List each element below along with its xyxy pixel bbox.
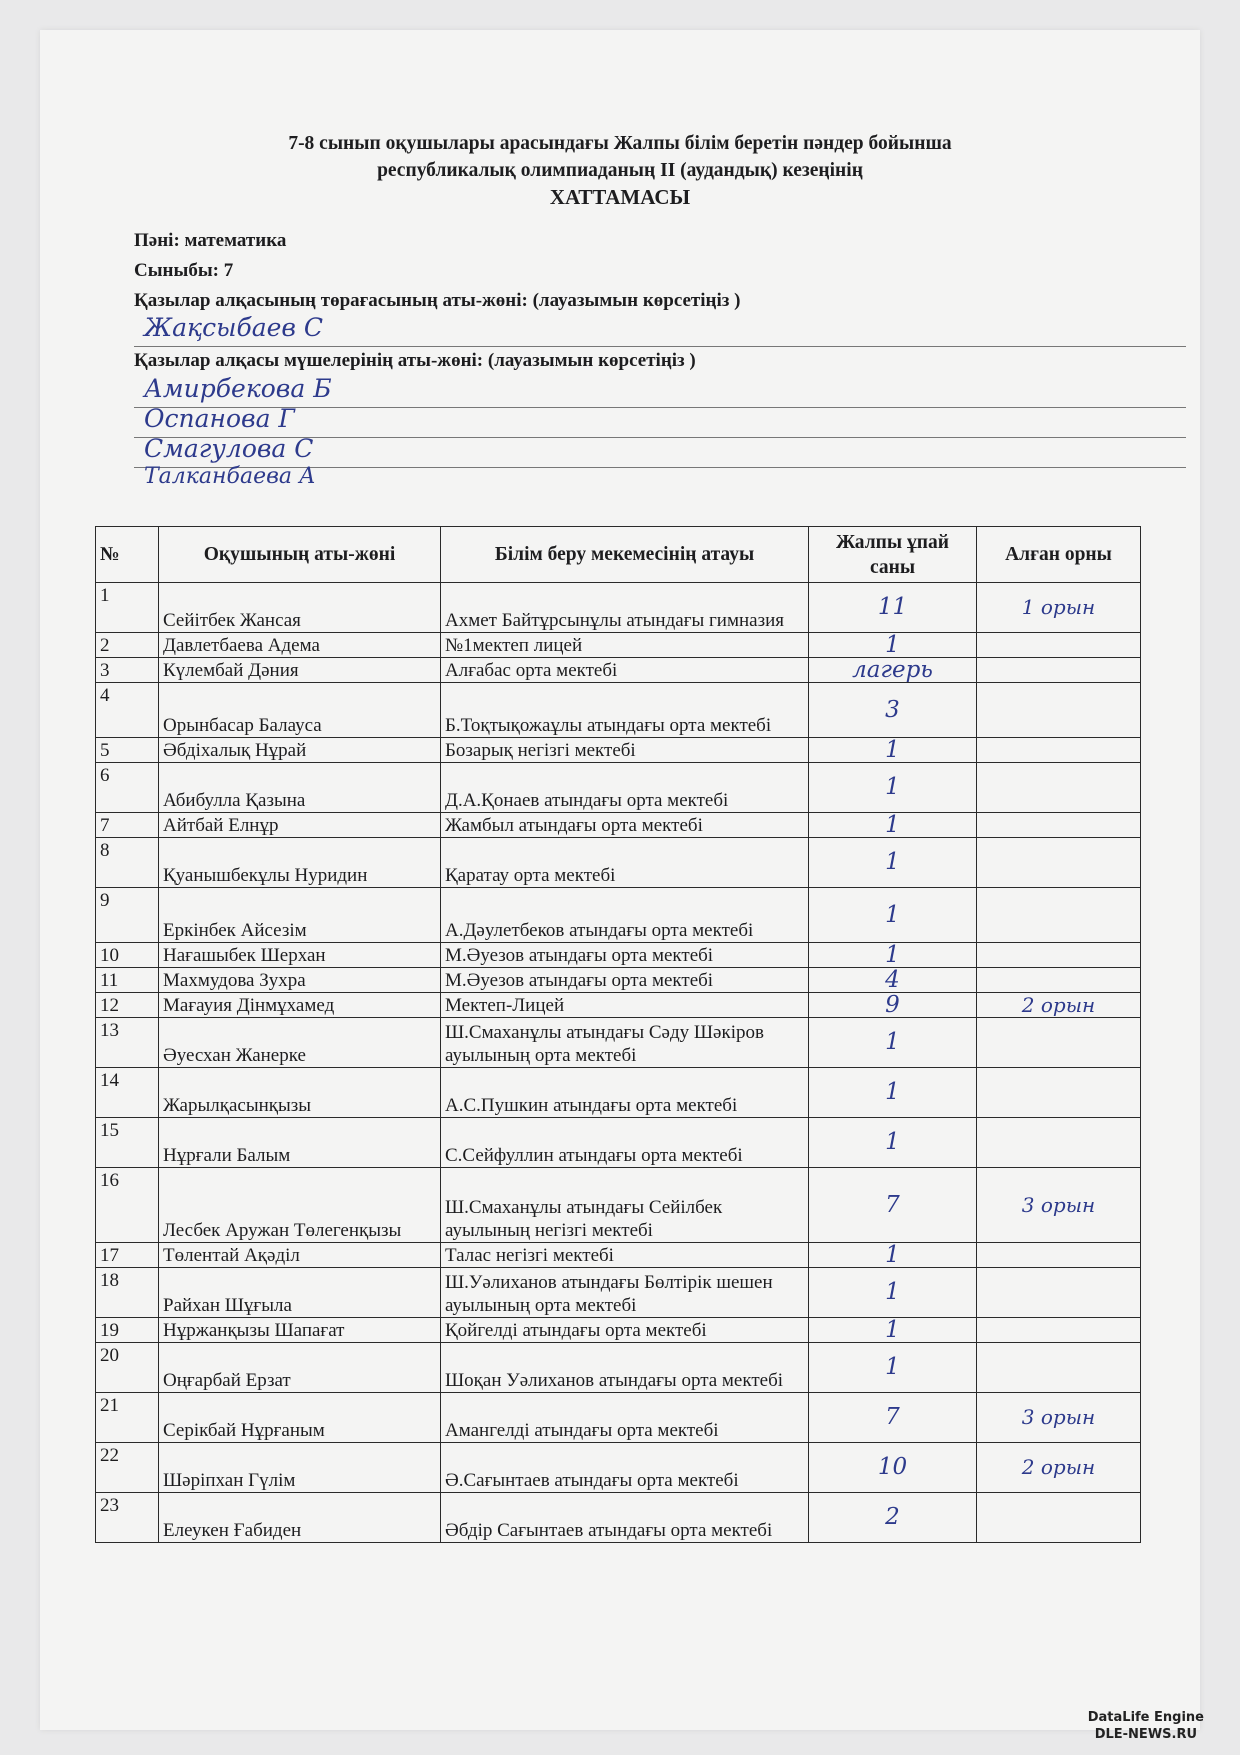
total-score-cell: 11	[809, 583, 977, 633]
subject-field: Пәні: математика	[134, 230, 287, 251]
total-score-cell: 1	[809, 838, 977, 888]
table-row	[96, 1168, 1141, 1243]
total-score-cell: 1	[809, 888, 977, 943]
results-table	[95, 526, 1141, 1543]
title-line-3: ХАТТАМАСЫ	[549, 185, 691, 209]
school-name-cell: М.Әуезов атындағы орта мектебі	[441, 968, 809, 993]
row-number-cell: 21	[96, 1393, 159, 1443]
total-score-cell: 9	[809, 993, 977, 1018]
school-name-cell: Ә.Сағынтаев атындағы орта мектебі	[441, 1443, 809, 1493]
table-row	[96, 1018, 1141, 1068]
table-row	[96, 1318, 1141, 1343]
row-number-cell: 9	[96, 888, 159, 943]
row-number-cell: 4	[96, 683, 159, 738]
table-row	[96, 943, 1141, 968]
table-row	[96, 1493, 1141, 1543]
table-row	[96, 1268, 1141, 1318]
student-name-cell: Райхан Шұғыла	[159, 1268, 441, 1318]
table-row	[96, 738, 1141, 763]
place-awarded-cell: 2 орын	[977, 1443, 1141, 1493]
total-score-cell: 1	[809, 633, 977, 658]
total-score-cell: 2	[809, 1493, 977, 1543]
total-score-cell: 1	[809, 738, 977, 763]
school-name-cell: Ш.Смаханұлы атындағы Сейілбек ауылының негізгі мектебі	[441, 1168, 809, 1243]
total-score-cell: 7	[809, 1393, 977, 1443]
table-row	[96, 658, 1141, 683]
place-awarded-cell: 2 орын	[977, 993, 1141, 1018]
school-name-cell: Қаратау орта мектебі	[441, 838, 809, 888]
school-name-cell: №1мектеп лицей	[441, 633, 809, 658]
table-row	[96, 763, 1141, 813]
school-name-cell: Ш.Уәлиханов атындағы Бөлтірік шешен ауылының орта мектебі	[441, 1268, 809, 1318]
place-awarded-cell	[977, 738, 1141, 763]
title-line-2: республикалық олимпиаданың II (аудандық) кезеңінің	[377, 160, 863, 181]
table-row	[96, 993, 1141, 1018]
school-name-cell: Мектеп-Лицей	[441, 993, 809, 1018]
place-awarded-cell: 1 орын	[977, 583, 1141, 633]
student-name-cell: Сейітбек Жансая	[159, 583, 441, 633]
student-name-cell: Жарылқасынқызы	[159, 1068, 441, 1118]
place-awarded-cell	[977, 1493, 1141, 1543]
student-name-cell: Қуанышбекұлы Нуридин	[159, 838, 441, 888]
place-awarded-cell	[977, 658, 1141, 683]
header-place: Алған орны	[977, 527, 1141, 583]
school-name-cell: Қойгелді атындағы орта мектебі	[441, 1318, 809, 1343]
member-handwritten-name: Талканбаева А	[144, 464, 316, 489]
header-number: №	[96, 527, 159, 583]
row-number-cell: 22	[96, 1443, 159, 1493]
place-awarded-cell	[977, 1268, 1141, 1318]
row-number-cell: 17	[96, 1243, 159, 1268]
place-awarded-cell	[977, 1343, 1141, 1393]
student-name-cell: Күлембай Дәния	[159, 658, 441, 683]
table-row	[96, 968, 1141, 993]
total-score-cell: 1	[809, 1118, 977, 1168]
student-name-cell: Нұрғали Балым	[159, 1118, 441, 1168]
student-name-cell: Нұржанқызы Шапағат	[159, 1318, 441, 1343]
member-handwritten-name: Смагулова С	[144, 434, 314, 463]
school-name-cell: Әбдір Сағынтаев атындағы орта мектебі	[441, 1493, 809, 1543]
student-name-cell: Еркінбек Айсезім	[159, 888, 441, 943]
row-number-cell: 2	[96, 633, 159, 658]
place-awarded-cell	[977, 633, 1141, 658]
place-awarded-cell	[977, 888, 1141, 943]
total-score-cell: 1	[809, 1318, 977, 1343]
total-score-cell: 1	[809, 1268, 977, 1318]
student-name-cell: Айтбай Елнұр	[159, 813, 441, 838]
place-awarded-cell	[977, 1118, 1141, 1168]
total-score-cell: 1	[809, 1068, 977, 1118]
table-row	[96, 1243, 1141, 1268]
school-name-cell: С.Сейфуллин атындағы орта мектебі	[441, 1118, 809, 1168]
school-name-cell: А.Дәулетбеков атындағы орта мектебі	[441, 888, 809, 943]
header-total-score: Жалпы ұпай саны	[809, 527, 977, 583]
table-row	[96, 1118, 1141, 1168]
row-number-cell: 5	[96, 738, 159, 763]
row-number-cell: 18	[96, 1268, 159, 1318]
grade-field: Сыныбы: 7	[134, 260, 234, 281]
student-name-cell: Орынбасар Балауса	[159, 683, 441, 738]
student-name-cell: Абибулла Қазына	[159, 763, 441, 813]
school-name-cell: М.Әуезов атындағы орта мектебі	[441, 943, 809, 968]
row-number-cell: 14	[96, 1068, 159, 1118]
table-row	[96, 683, 1141, 738]
total-score-cell: 3	[809, 683, 977, 738]
total-score-cell: лагерь	[809, 658, 977, 683]
total-score-cell: 1	[809, 943, 977, 968]
place-awarded-cell	[977, 1318, 1141, 1343]
student-name-cell: Әуесхан Жанерке	[159, 1018, 441, 1068]
table-row	[96, 1393, 1141, 1443]
table-row	[96, 583, 1141, 633]
row-number-cell: 19	[96, 1318, 159, 1343]
place-awarded-cell: 3 орын	[977, 1168, 1141, 1243]
place-awarded-cell	[977, 838, 1141, 888]
school-name-cell: Алғабас орта мектебі	[441, 658, 809, 683]
table-row	[96, 888, 1141, 943]
total-score-cell: 1	[809, 763, 977, 813]
school-name-cell: Шоқан Уәлиханов атындағы орта мектебі	[441, 1343, 809, 1393]
school-name-cell: А.С.Пушкин атындағы орта мектебі	[441, 1068, 809, 1118]
row-number-cell: 3	[96, 658, 159, 683]
table-row	[96, 1343, 1141, 1393]
members-label: Қазылар алқасы мүшелерінің аты-жөні: (лауазымын көрсетіңіз )	[134, 350, 696, 371]
school-name-cell: Талас негізгі мектебі	[441, 1243, 809, 1268]
total-score-cell: 1	[809, 1343, 977, 1393]
document-page	[40, 30, 1200, 1730]
place-awarded-cell	[977, 1243, 1141, 1268]
school-name-cell: Б.Тоқтықожаұлы атындағы орта мектебі	[441, 683, 809, 738]
student-name-cell: Мағауия Дінмұхамед	[159, 993, 441, 1018]
total-score-cell: 1	[809, 813, 977, 838]
student-name-cell: Нағашыбек Шерхан	[159, 943, 441, 968]
place-awarded-cell	[977, 1018, 1141, 1068]
school-name-cell: Ахмет Байтұрсынұлы атындағы гимназия	[441, 583, 809, 633]
place-awarded-cell	[977, 968, 1141, 993]
row-number-cell: 1	[96, 583, 159, 633]
place-awarded-cell	[977, 813, 1141, 838]
row-number-cell: 11	[96, 968, 159, 993]
total-score-cell: 10	[809, 1443, 977, 1493]
place-awarded-cell	[977, 683, 1141, 738]
chair-handwritten-name: Жақсыбаев С	[144, 313, 324, 342]
student-name-cell: Махмудова Зухра	[159, 968, 441, 993]
student-name-cell: Серікбай Нұрғаным	[159, 1393, 441, 1443]
row-number-cell: 8	[96, 838, 159, 888]
watermark	[1088, 1709, 1204, 1743]
header-student-name: Оқушының аты-жөні	[159, 527, 441, 583]
total-score-cell: 4	[809, 968, 977, 993]
watermark-line-1: DataLife Engine	[1087, 1710, 1204, 1725]
student-name-cell: Лесбек Аружан Төлегенқызы	[159, 1168, 441, 1243]
table-row	[96, 1443, 1141, 1493]
chair-label: Қазылар алқасының төрағасының аты-жөні: (лауазымын көрсетіңіз )	[134, 290, 741, 311]
title-line-1: 7-8 сынып оқушылары арасындағы Жалпы білім беретін пәндер бойынша	[288, 133, 952, 154]
row-number-cell: 7	[96, 813, 159, 838]
student-name-cell: Елеукен Ғабиден	[159, 1493, 441, 1543]
row-number-cell: 12	[96, 993, 159, 1018]
row-number-cell: 10	[96, 943, 159, 968]
student-name-cell: Оңғарбай Ерзат	[159, 1343, 441, 1393]
table-row	[96, 813, 1141, 838]
row-number-cell: 20	[96, 1343, 159, 1393]
row-number-cell: 15	[96, 1118, 159, 1168]
place-awarded-cell	[977, 943, 1141, 968]
row-number-cell: 16	[96, 1168, 159, 1243]
school-name-cell: Бозарық негізгі мектебі	[441, 738, 809, 763]
place-awarded-cell: 3 орын	[977, 1393, 1141, 1443]
row-number-cell: 23	[96, 1493, 159, 1543]
row-number-cell: 13	[96, 1018, 159, 1068]
total-score-cell: 1	[809, 1243, 977, 1268]
student-name-cell: Шәріпхан Гүлім	[159, 1443, 441, 1493]
place-awarded-cell	[977, 763, 1141, 813]
school-name-cell: Д.А.Қонаев атындағы орта мектебі	[441, 763, 809, 813]
chair-line	[134, 346, 1186, 347]
school-name-cell: Амангелді атындағы орта мектебі	[441, 1393, 809, 1443]
school-name-cell: Жамбыл атындағы орта мектебі	[441, 813, 809, 838]
table-row	[96, 1068, 1141, 1118]
total-score-cell: 7	[809, 1168, 977, 1243]
total-score-cell: 1	[809, 1018, 977, 1068]
watermark-line-2: DLE-NEWS.RU	[1094, 1727, 1198, 1742]
student-name-cell: Төлентай Ақәділ	[159, 1243, 441, 1268]
student-name-cell: Давлетбаева Адема	[159, 633, 441, 658]
member-handwritten-name: Оспанова Г	[144, 404, 295, 433]
table-row	[96, 838, 1141, 888]
row-number-cell: 6	[96, 763, 159, 813]
school-name-cell: Ш.Смаханұлы атындағы Сәду Шәкіров ауылының орта мектебі	[441, 1018, 809, 1068]
place-awarded-cell	[977, 1068, 1141, 1118]
header-school: Білім беру мекемесінің атауы	[441, 527, 809, 583]
member-handwritten-name: Амирбекова Б	[144, 374, 332, 403]
table-row	[96, 633, 1141, 658]
student-name-cell: Әбдіхалық Нұрай	[159, 738, 441, 763]
table-header-row	[96, 527, 1141, 583]
